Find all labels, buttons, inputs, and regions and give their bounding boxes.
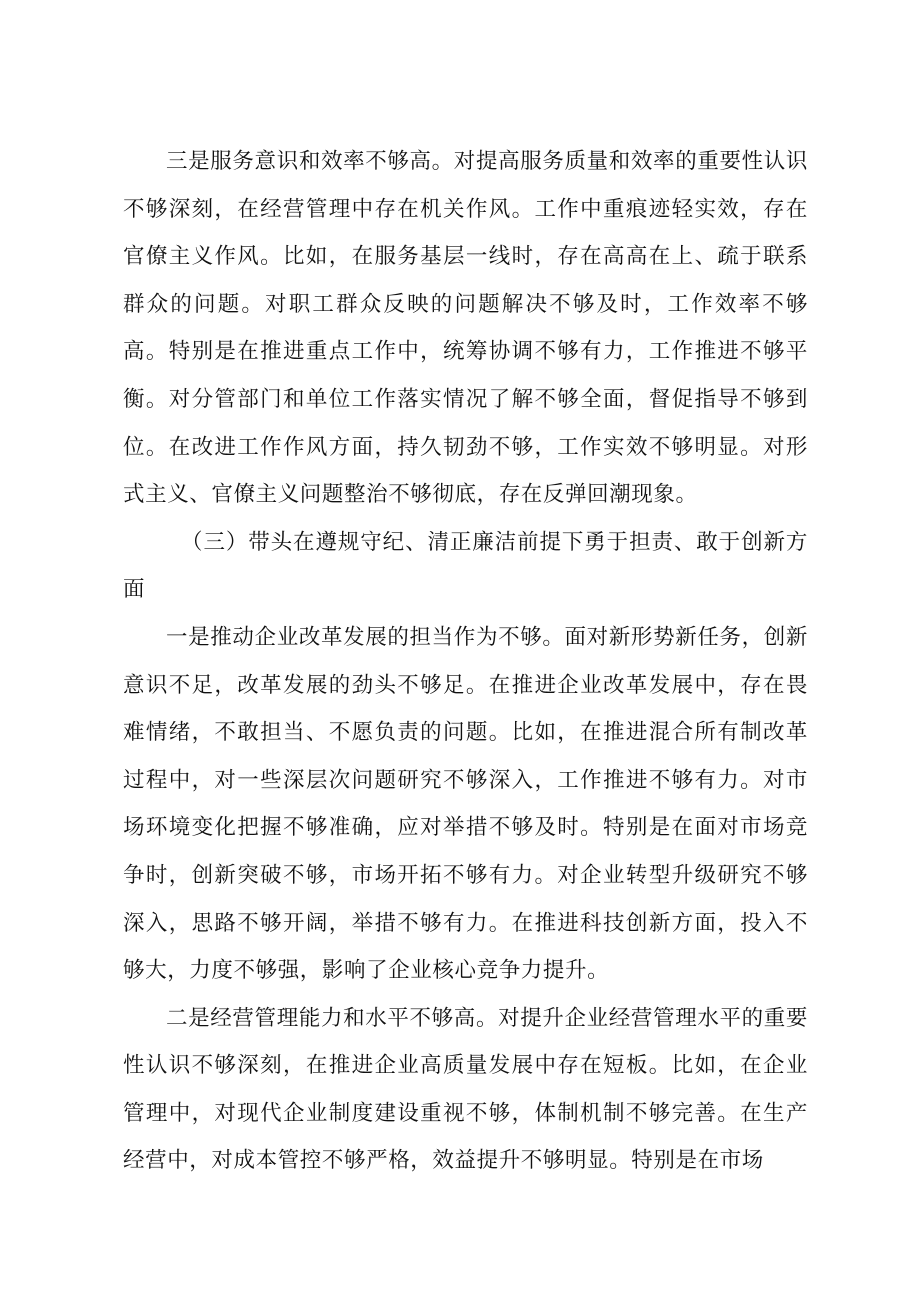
paragraph-management-capability: 二是经营管理能力和水平不够高。对提升企业经营管理水平的重要性认识不够深刻，在推进企业高质量发展中存在短板。比如，在企业管理中，对现代企业制度建设重视不够，体制机制不够完善。在生产经营中，对成本管控不够严格，效益提升不够明显。特别是在市场 xyxy=(123,1005,808,1174)
paragraph-service-awareness: 三是服务意识和效率不够高。对提高服务质量和效率的重要性认识不够深刻，在经营管理中存在机关作风。工作中重痕迹轻实效，存在官僚主义作风。比如，在服务基层一线时，存在高高在上、疏于联系群众的问题。对职工群众反映的问题解决不够及时，工作效率不够高。特别是在推进重点工作中，统筹协调不够有力，工作推进不够平衡。对分管部门和单位工作落实情况了解不够全面，督促指导不够到位。在改进工作作风方面，持久韧劲不够，工作实效不够明显。对形式主义、官僚主义问题整治不够彻底，存在反弹回潮现象。 xyxy=(123,149,808,508)
paragraph-reform-responsibility: 一是推动企业改革发展的担当作为不够。面对新形势新任务，创新意识不足，改革发展的劲头不够足。在推进企业改革发展中，存在畏难情绪，不敢担当、不愿负责的问题。比如，在推进混合所有制改革过程中，对一些深层次问题研究不够深入，工作推进不够有力。对市场环境变化把握不够准确，应对举措不够及时。特别是在面对市场竞争时，创新突破不够，市场开拓不够有力。对企业转型升级研究不够深入，思路不够开阔，举措不够有力。在推进科技创新方面，投入不够大，力度不够强，影响了企业核心竞争力提升。 xyxy=(123,624,808,984)
section-heading-three: （三）带头在遵规守纪、清正廉洁前提下勇于担责、敢于创新方面 xyxy=(123,529,808,603)
document-body xyxy=(123,138,808,1185)
